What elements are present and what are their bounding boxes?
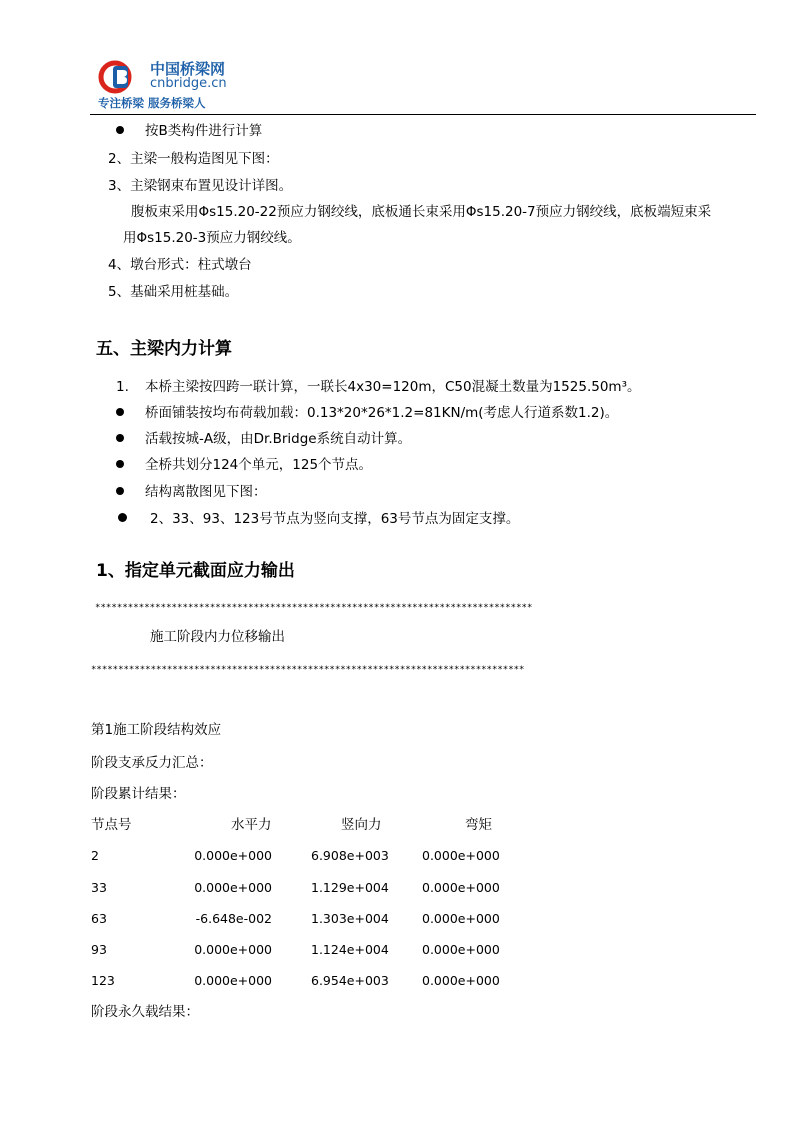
- table-cell: 0.000e+000: [422, 848, 500, 863]
- table-header-moment: 弯矩: [465, 817, 492, 833]
- section5-bullet-3: 全桥共划分124个单元，125个节点。: [145, 457, 373, 473]
- stage-title: 第1施工阶段结构效应: [91, 722, 222, 738]
- list-item-5: 5、基础采用桩基础。: [108, 284, 239, 300]
- table-cell: 0.000e+000: [422, 973, 500, 988]
- table-header-vertical: 竖向力: [341, 817, 382, 833]
- tendon-paragraph-line2: 用Φs15.20-3预应力钢绞线。: [123, 230, 301, 246]
- table-cell: 93: [91, 942, 107, 957]
- star-divider-bottom: ********************************************************************************: [91, 665, 525, 675]
- table-header-horizontal: 水平力: [231, 817, 272, 833]
- section5-item1-number: 1.: [116, 379, 129, 395]
- section5-bullet-1: 桥面铺装按均布荷载加载：0.13*20*26*1.2=81KN/m(考虑人行道系数1.2)。: [145, 405, 619, 421]
- table-cell: 33: [91, 880, 107, 895]
- section5-item1: 本桥主梁按四跨一联计算，一联长4x30=120m，C50混凝土数量为1525.50m³。: [145, 379, 641, 395]
- table-cell: 0.000e+000: [194, 880, 272, 895]
- stage-permanent: 阶段永久载结果：: [91, 1004, 199, 1020]
- table-cell: 0.000e+000: [422, 880, 500, 895]
- star-divider-top: ********************************************************************************: [95, 603, 533, 613]
- cnbridge-logo: [98, 58, 248, 114]
- tendon-paragraph-line1: 腹板束采用Φs15.20-22预应力钢绞线，底板通长束采用Φs15.20-7预应力钢绞线，底板端短束采: [131, 204, 712, 220]
- table-cell: 0.000e+000: [194, 848, 272, 863]
- list-item-2: 2、主梁一般构造图见下图：: [108, 151, 279, 167]
- bullet-icon: [118, 513, 127, 522]
- section5-bullet-4: 结构离散图见下图：: [145, 484, 267, 500]
- table-cell: 6.954e+003: [311, 973, 389, 988]
- section-title-5: 五、主梁内力计算: [96, 339, 232, 359]
- bullet-icon: [116, 408, 124, 416]
- table-header-node: 节点号: [91, 817, 132, 833]
- list-item-3: 3、主梁钢束布置见设计详图。: [108, 178, 293, 194]
- logo-domain-text: cnbridge.cn: [150, 76, 227, 91]
- section5-bullet-2: 活载按城-A级，由Dr.Bridge系统自动计算。: [145, 431, 412, 447]
- logo-cn-text: 中国桥梁网: [150, 60, 226, 78]
- bullet-icon: [116, 487, 124, 495]
- table-cell: 0.000e+000: [422, 942, 500, 957]
- bullet-icon: [116, 434, 124, 442]
- table-cell: 123: [91, 973, 115, 988]
- table-cell: 1.303e+004: [311, 911, 389, 926]
- section5-bullet-5: 2、33、93、123号节点为竖向支撑，63号节点为固定支撑。: [150, 511, 520, 527]
- table-cell: 1.124e+004: [311, 942, 389, 957]
- stage-output-banner: 施工阶段内力位移输出: [150, 629, 285, 645]
- table-cell: 2: [91, 848, 99, 863]
- logo-slogan-text: 专注桥梁 服务桥梁人: [98, 96, 206, 110]
- table-cell: 63: [91, 911, 107, 926]
- table-cell: 1.129e+004: [311, 880, 389, 895]
- stage-reaction-summary: 阶段支承反力汇总：: [91, 755, 213, 771]
- header-rule: [90, 114, 756, 115]
- table-cell: 0.000e+000: [194, 942, 272, 957]
- list-item-4: 4、墩台形式：柱式墩台: [108, 257, 252, 273]
- table-cell: 0.000e+000: [194, 973, 272, 988]
- stage-cumulative: 阶段累计结果：: [91, 786, 186, 802]
- bullet-icon: [116, 460, 124, 468]
- list-item-b: 按B类构件进行计算: [145, 123, 263, 139]
- section-title-stress: 1、指定单元截面应力输出: [96, 561, 295, 581]
- table-cell: -6.648e-002: [195, 911, 272, 926]
- table-cell: 6.908e+003: [311, 848, 389, 863]
- table-cell: 0.000e+000: [422, 911, 500, 926]
- bullet-icon: [116, 126, 124, 134]
